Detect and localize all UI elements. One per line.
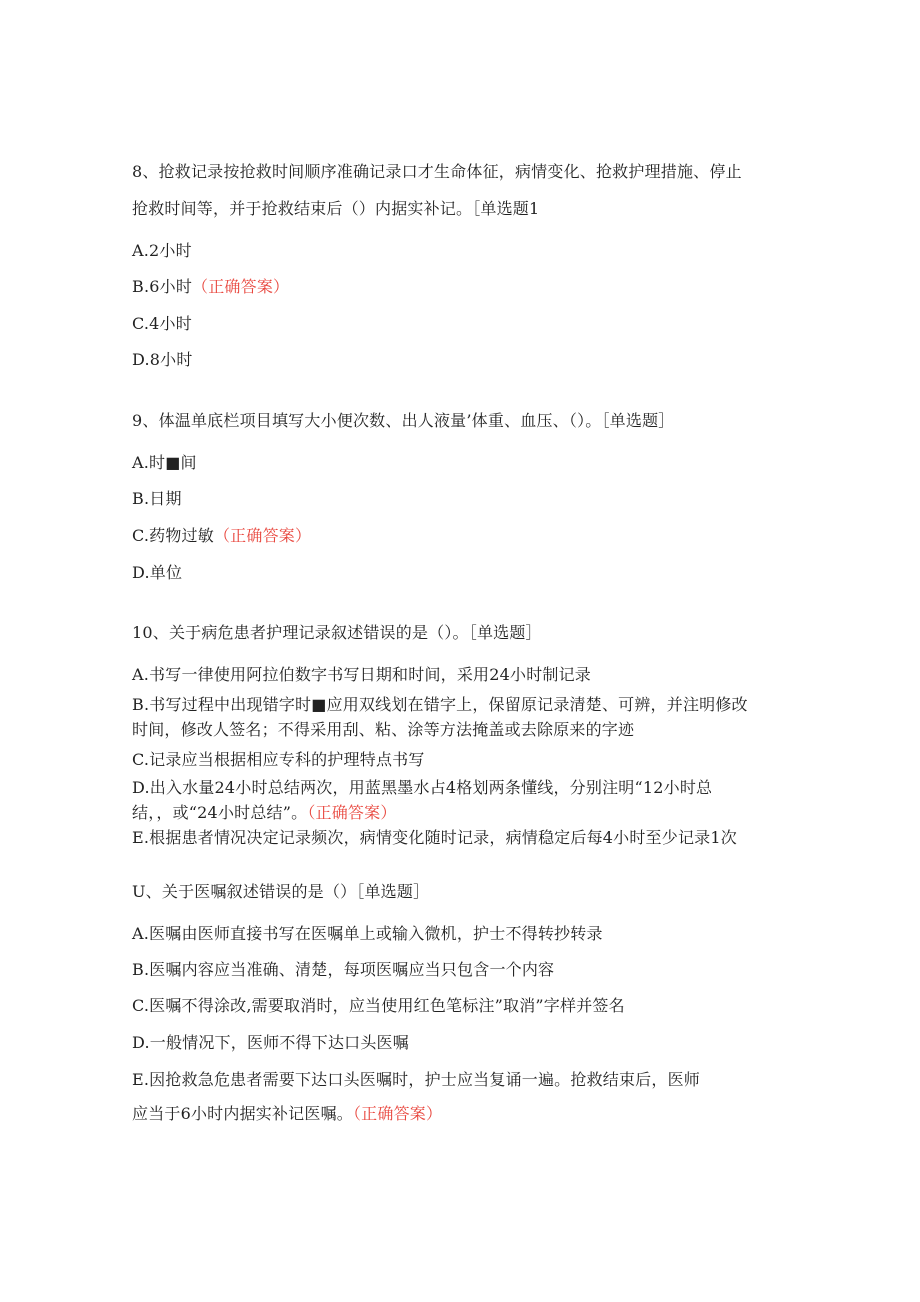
option-text: 时间，修改人签名；不得采用刮、粘、涂等方法掩盖或去除原来的字迹 <box>132 720 635 739</box>
option-text: B.书写过程中出现错字时■应用双线划在错字上，保留原记录清楚、可辨，并注明修改 <box>132 695 748 714</box>
question-9-option-d <box>132 563 182 583</box>
option-text: A.时■间 <box>132 453 197 472</box>
option-text: D.一般情况下，医师不得下达口头医嘱 <box>132 1033 409 1052</box>
question-11-option-e-line-2 <box>132 1104 442 1124</box>
question-11-option-e-line-1 <box>132 1070 700 1090</box>
option-text: 结，，或“24小时总结”。 <box>132 803 308 822</box>
option-text: A.书写一律使用阿拉伯数字书写日期和时间，采用24小时制记录 <box>132 665 592 684</box>
option-text: E.根据患者情况决定记录频次，病情变化随时记录，病情稳定后每4小时至少记录1次 <box>132 828 737 847</box>
option-text: B.医嘱内容应当准确、清楚，每项医嘱应当只包含一个内容 <box>132 960 555 979</box>
question-11-option-c <box>132 996 625 1016</box>
correct-answer-mark: （正确答案） <box>192 277 290 296</box>
option-text: E.因抢救急危患者需要下达口头医嘱时，护士应当复诵一遍。抢救结束后，医师 <box>132 1070 700 1089</box>
correct-answer-mark: （正确答案） <box>307 803 397 822</box>
question-8-option-c <box>132 314 192 334</box>
question-11-option-a <box>132 924 603 944</box>
question-9-option-c <box>132 526 311 546</box>
option-text: 应当于6小时内据实补记医嘱。 <box>132 1104 353 1123</box>
correct-answer-mark: （正确答案） <box>213 526 312 545</box>
question-11-stem-line-1: U、关于医嘱叙述错误的是（）［单选题］ <box>132 882 430 901</box>
question-10-option-d-line-1 <box>132 778 712 798</box>
question-11-option-b <box>132 960 554 980</box>
question-8-stem-line-1: 8、抢救记录按抢救时间顺序准确记录口才生命体征，病情变化、抢救护理措施、停止 <box>132 162 742 181</box>
question-9-option-a <box>132 453 197 473</box>
option-text: C.记录应当根据相应专科的护理特点书写 <box>132 750 425 769</box>
option-text: B.日期 <box>132 489 182 508</box>
option-text: D.8小时 <box>132 350 193 369</box>
question-8-option-b <box>132 277 289 297</box>
question-10-option-a <box>132 665 591 685</box>
question-10-stem-line-1: 10、关于病危患者护理记录叙述错误的是（）。［单选题］ <box>132 623 542 642</box>
question-10-option-e <box>132 828 737 848</box>
option-text: C.4小时 <box>132 314 192 333</box>
option-text: B.6小时 <box>132 277 193 296</box>
question-9-option-b <box>132 489 182 509</box>
option-text: A.医嘱由医师直接书写在医嘱单上或输入微机，护士不得转抄转录 <box>132 924 603 943</box>
question-8-option-a <box>132 241 192 261</box>
question-10-option-c <box>132 750 425 770</box>
question-10-option-b-line-1 <box>132 695 748 715</box>
question-9-stem-line-1: 9、体温单底栏项目填写大小便次数、出人液量’体重、血压、（）。［单选题］ <box>132 411 675 430</box>
option-text: C.医嘱不得涂改,需要取消时，应当使用红色笔标注”取消”字样并签名 <box>132 996 625 1015</box>
option-text: D.出入水量24小时总结两次，用蓝黑墨水占4格划两条懂线，分别注明“12小时总 <box>132 778 713 797</box>
option-text: C.药物过敏 <box>132 526 214 545</box>
option-text: D.单位 <box>132 563 183 582</box>
question-8-option-d <box>132 350 193 370</box>
question-8-stem-line-2: 抢救时间等，并于抢救结束后（）内据实补记。［单选题1 <box>132 199 540 218</box>
option-text: A.2小时 <box>132 241 192 260</box>
question-11-option-d <box>132 1033 409 1053</box>
correct-answer-mark: （正确答案） <box>352 1104 443 1123</box>
question-10-option-d-line-2 <box>132 803 397 823</box>
question-10-option-b-line-2 <box>132 720 634 740</box>
